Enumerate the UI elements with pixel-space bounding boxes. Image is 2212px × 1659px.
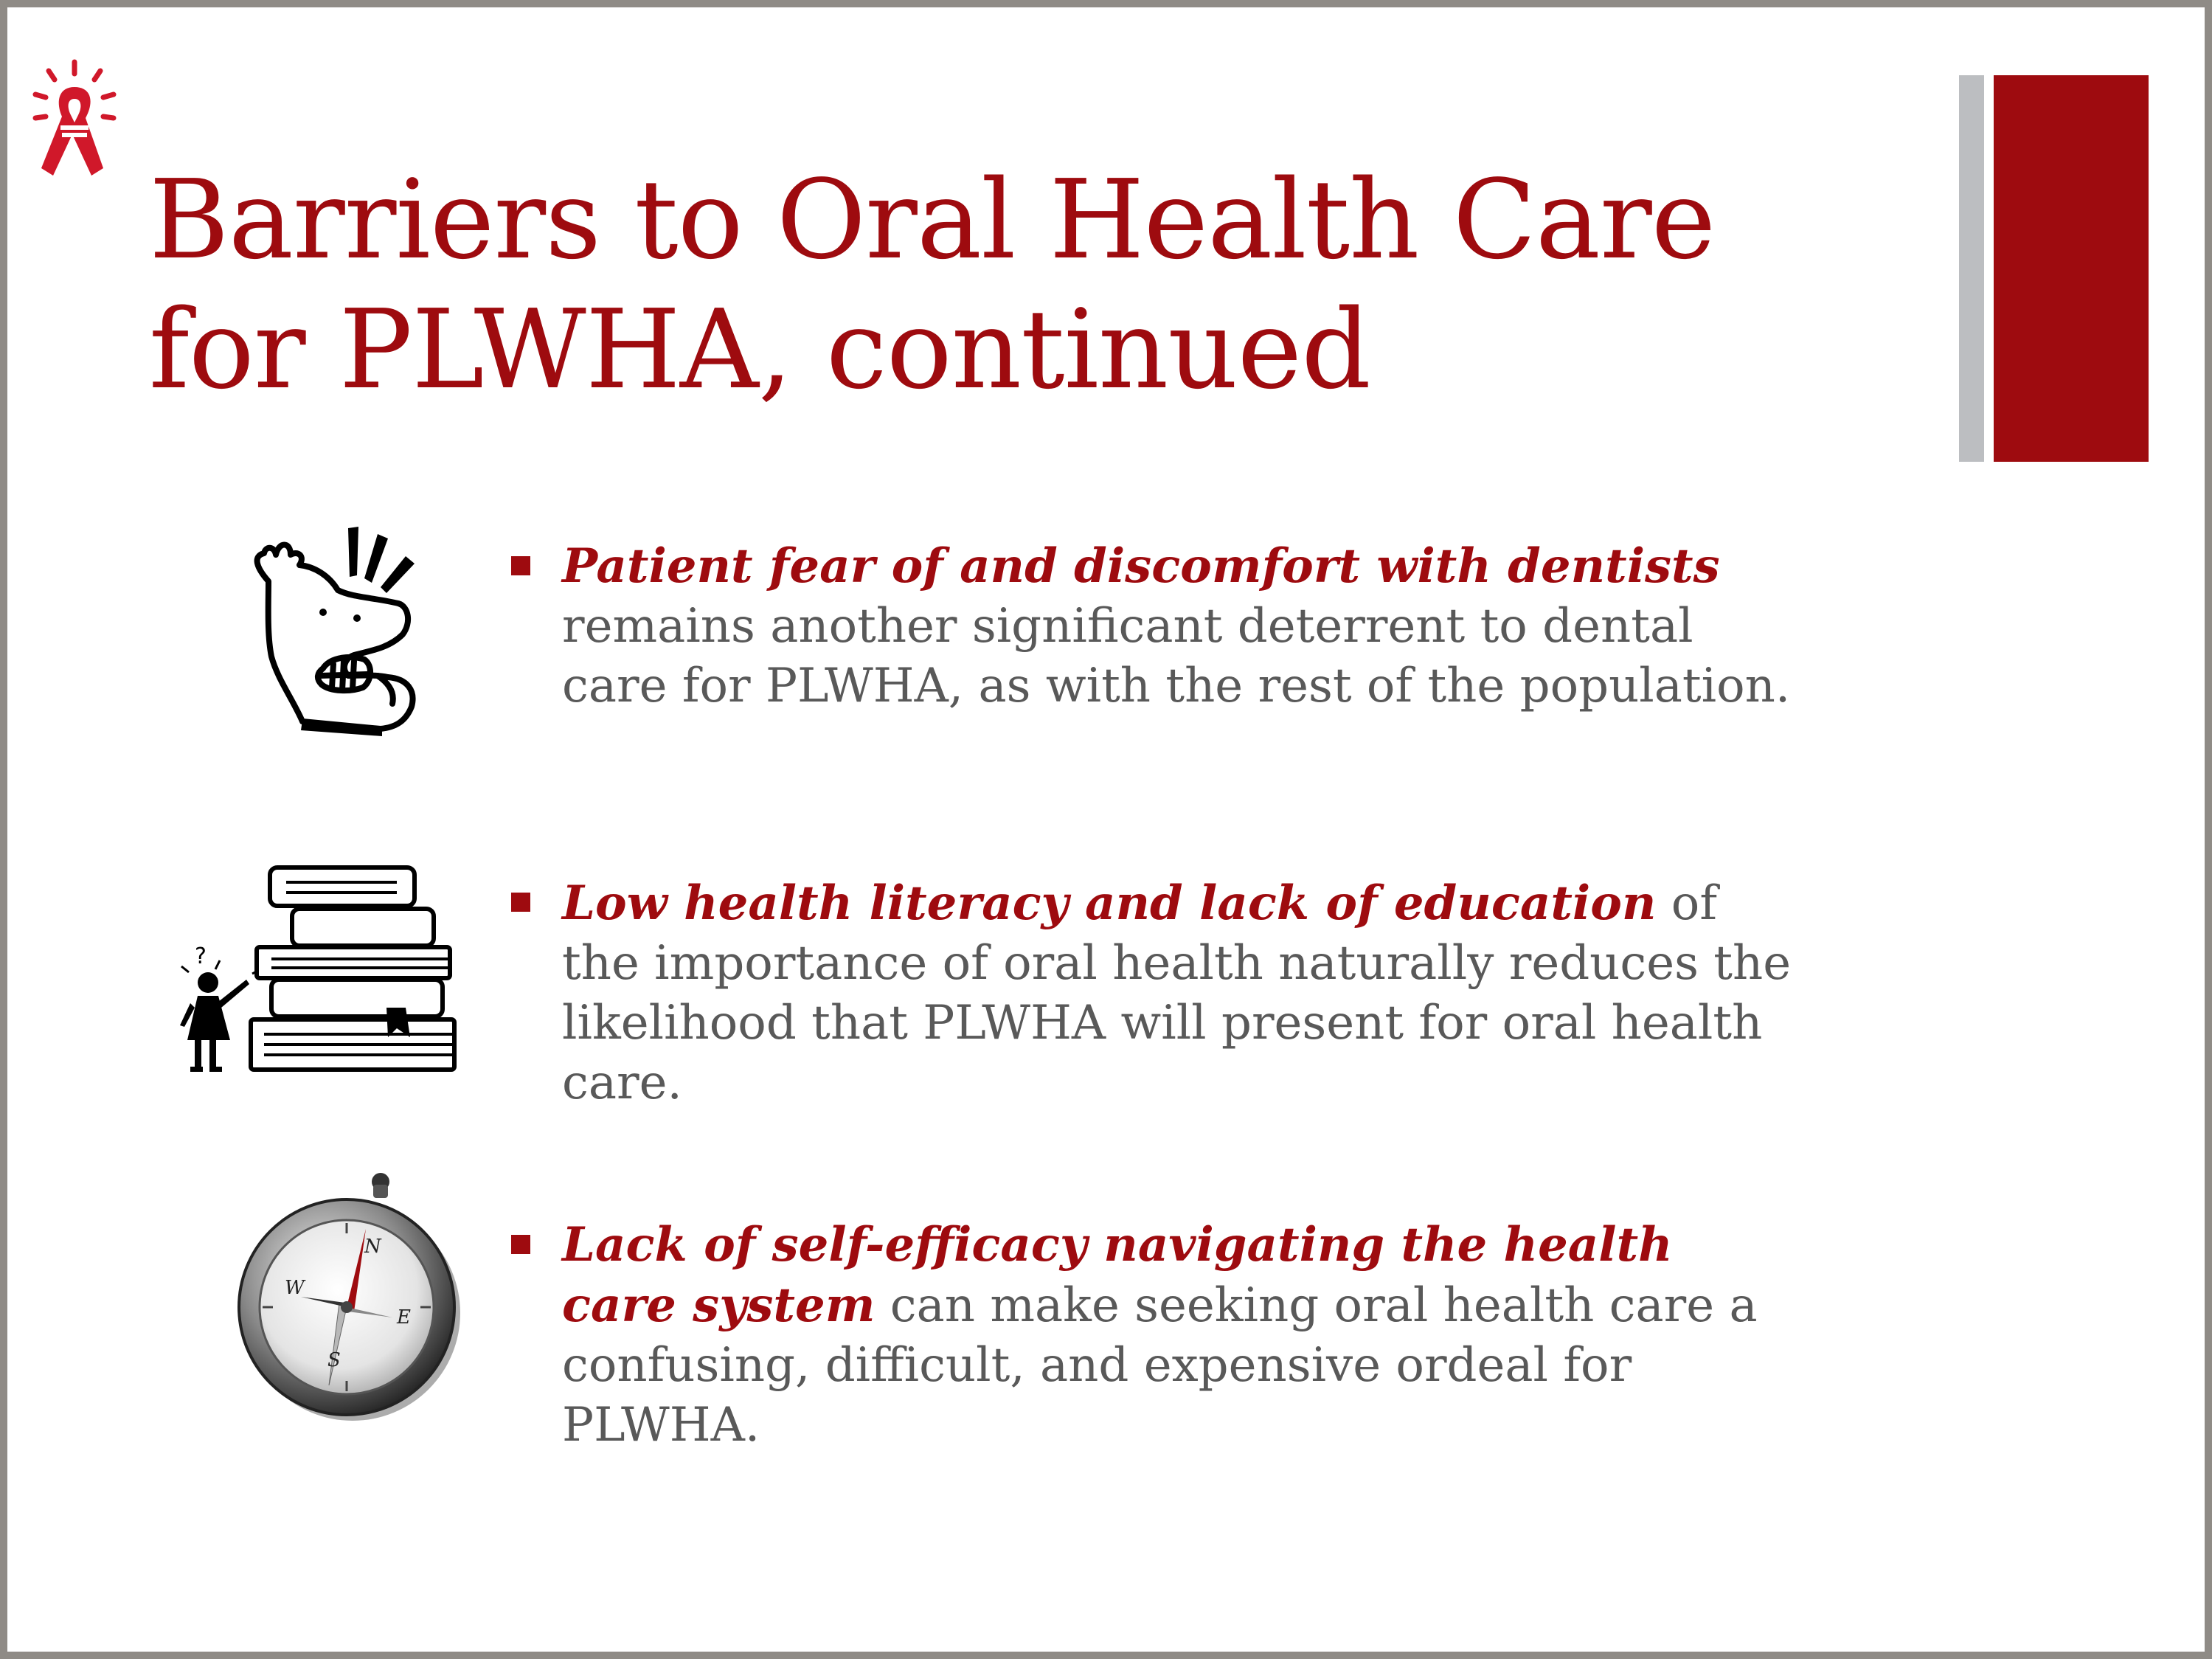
bullet-text-self-efficacy (562, 1215, 1801, 1455)
decorative-red-bar (1994, 75, 2149, 462)
compass-label-e: E (397, 1306, 411, 1329)
bullet-body: of the importance of oral health naturally reduces the likelihood that PLWHA will present for oral health care. (562, 876, 1792, 1110)
bullet-marker (511, 556, 530, 575)
compass-clipart (235, 1171, 469, 1422)
bullet-text-literacy (562, 873, 1801, 1113)
bullet-marker (511, 1235, 530, 1254)
bullet-emphasis: Lack of self-efficacy navigating the health care system (562, 1217, 1673, 1333)
bullet-body: remains another significant deterrent to dental care for PLWHA, as with the rest of the population. (562, 599, 1791, 713)
compass-label-w: W (285, 1277, 305, 1299)
bullet-text-fear (562, 536, 1801, 716)
compass-label-n: N (364, 1236, 381, 1258)
slide-title: Barriers to Oral Health Care for PLWHA, continued (149, 156, 1716, 413)
svg-text:?: ? (195, 943, 207, 969)
decorative-gray-bar (1959, 75, 1984, 462)
frightened-person-clipart (242, 524, 448, 752)
bullet-emphasis: Patient fear of and discomfort with dentists (562, 538, 1720, 594)
bullet-marker (511, 893, 530, 912)
awareness-ribbon-lightbulb-icon (27, 58, 122, 198)
compass-label-s: S (327, 1349, 341, 1371)
books-stack-clipart (176, 863, 459, 1077)
bullet-body: can make seeking oral health care a confusing, difficult, and expensive ordeal for PLWHA. (562, 1278, 1758, 1452)
bullet-emphasis: Low health literacy and lack of education (562, 876, 1657, 931)
